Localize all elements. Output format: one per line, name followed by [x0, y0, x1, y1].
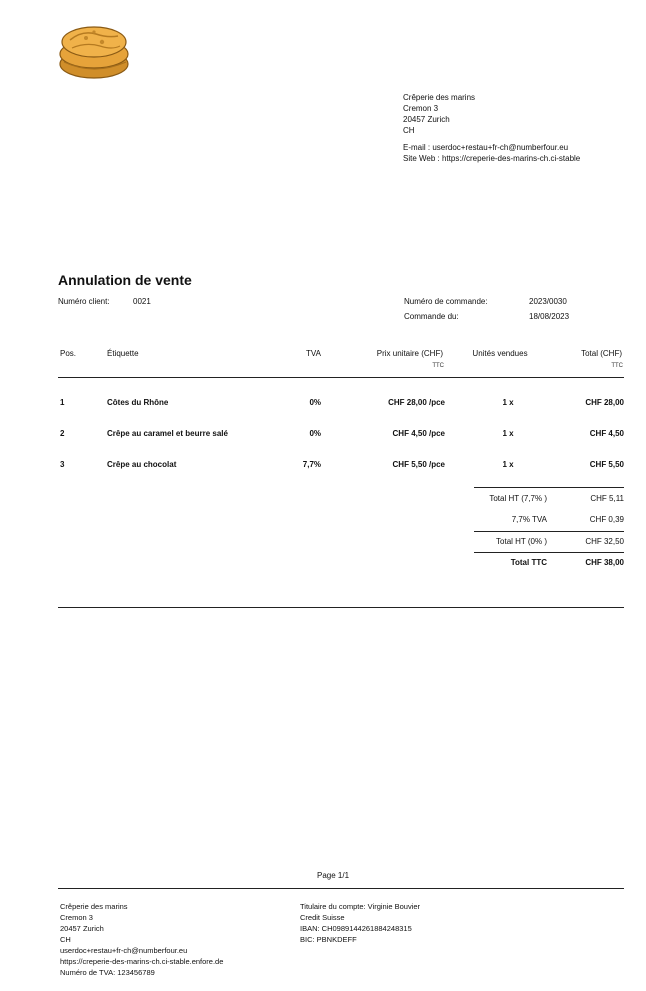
header-unit-price: Prix unitaire (CHF) [376, 349, 443, 358]
header-divider [58, 377, 624, 378]
totals-divider-top [474, 487, 624, 488]
footer-line: CH [60, 935, 71, 944]
footer-line: 20457 Zurich [60, 924, 104, 933]
client-number-label: Numéro client: [58, 297, 110, 306]
company-email[interactable]: E-mail : userdoc+restau+fr-ch@numberfour.eu [403, 143, 569, 152]
crepe-logo [56, 18, 134, 82]
header-unit-price-sub: TTC [432, 363, 444, 369]
row-label: Crêpe au caramel et beurre salé [107, 429, 228, 438]
footer-bank-name: Credit Suisse [300, 913, 345, 922]
row-qty: 1 x [502, 460, 514, 469]
order-date-value: 18/08/2023 [529, 312, 570, 321]
footer-website[interactable]: https://creperie-des-marins-ch.ci-stable.enfore.de [60, 957, 224, 966]
footer-email[interactable]: userdoc+restau+fr-ch@numberfour.eu [60, 946, 188, 955]
total-ht-zero-label: Total HT (0% ) [496, 537, 547, 546]
row-vat: 0% [309, 429, 321, 438]
total-ht-vat-value: CHF 5,11 [590, 494, 624, 503]
total-ttc-value: CHF 38,00 [585, 558, 624, 567]
order-number-value: 2023/0030 [529, 297, 567, 306]
row-qty: 1 x [502, 429, 514, 438]
row-vat: 7,7% [302, 460, 321, 469]
row-total: CHF 5,50 [589, 460, 624, 469]
row-pos: 1 [60, 398, 65, 407]
vat-amount-label: 7,7% TVA [511, 515, 547, 524]
page-number: Page 1/1 [317, 871, 350, 880]
footer-bank-info [300, 901, 420, 945]
order-number-label: Numéro de commande: [404, 297, 488, 306]
footer-bic: BIC: PBNKDEFF [300, 935, 357, 944]
totals-divider-bottom [474, 552, 624, 553]
vat-amount-value: CHF 0,39 [589, 515, 624, 524]
document-title: Annulation de vente [58, 272, 192, 288]
company-website[interactable]: Site Web : https://creperie-des-marins-ch.ci-stable [403, 154, 581, 163]
company-city: 20457 Zurich [403, 115, 450, 124]
table-end-divider [58, 607, 624, 608]
footer-account-holder: Titulaire du compte: Virginie Bouvier [300, 902, 421, 911]
company-address [403, 92, 643, 164]
total-ht-vat-label: Total HT (7,7% ) [489, 494, 547, 503]
header-total: Total (CHF) [581, 349, 622, 358]
header-qty: Unités vendues [472, 349, 528, 358]
totals-divider-mid [474, 531, 624, 532]
row-vat: 0% [309, 398, 321, 407]
footer-company-info [60, 901, 223, 978]
row-label: Côtes du Rhône [107, 398, 169, 407]
header-vat: TVA [306, 349, 321, 358]
row-total: CHF 4,50 [589, 429, 624, 438]
footer-iban: IBAN: CH0989144261884248315 [300, 924, 412, 933]
client-number-value: 0021 [133, 297, 151, 306]
company-name: Crêperie des marins [403, 93, 476, 102]
total-ht-zero-value: CHF 32,50 [585, 537, 624, 546]
header-label: Étiquette [107, 349, 139, 358]
company-street: Cremon 3 [403, 104, 439, 113]
company-country: CH [403, 126, 415, 135]
footer-divider [58, 888, 624, 889]
order-date-label: Commande du: [404, 312, 459, 321]
row-pos: 3 [60, 460, 65, 469]
row-unit-price: CHF 5,50 /pce [392, 460, 445, 469]
row-unit-price: CHF 4,50 /pce [392, 429, 445, 438]
row-unit-price: CHF 28,00 /pce [388, 398, 445, 407]
row-label: Crêpe au chocolat [107, 460, 177, 469]
footer-line: Crêperie des marins [60, 902, 128, 911]
row-qty: 1 x [502, 398, 514, 407]
footer-line: Cremon 3 [60, 913, 93, 922]
row-total: CHF 28,00 [585, 398, 624, 407]
row-pos: 2 [60, 429, 65, 438]
header-pos: Pos. [60, 349, 77, 358]
total-ttc-label: Total TTC [510, 558, 547, 567]
header-total-sub: TTC [611, 363, 623, 369]
footer-vat-number: Numéro de TVA: 123456789 [60, 968, 155, 977]
